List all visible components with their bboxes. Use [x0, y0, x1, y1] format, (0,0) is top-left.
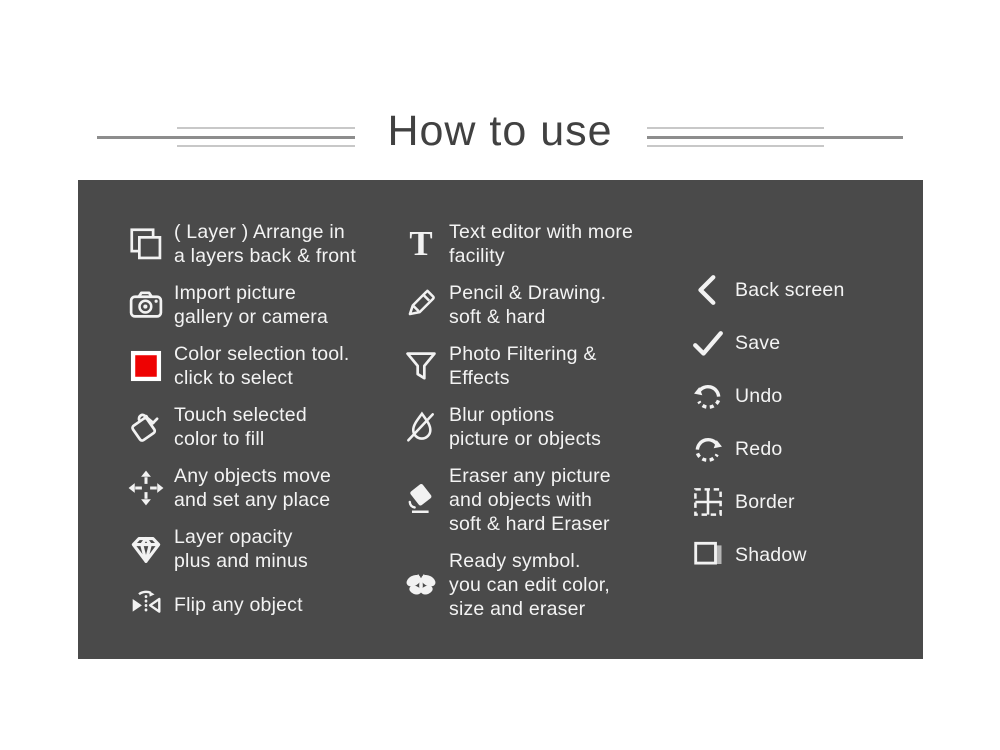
layers-icon	[127, 225, 165, 263]
rule-line	[177, 145, 355, 147]
feature-label: Pencil & Drawing.	[449, 282, 607, 304]
feature-label: Border	[735, 491, 795, 513]
feature-item-redo	[690, 431, 845, 467]
help-column-2	[402, 220, 633, 634]
feature-label: soft & hard Eraser	[449, 513, 610, 535]
feature-item-filter	[402, 342, 633, 390]
feature-item-color-select	[127, 342, 356, 390]
rule-line	[647, 145, 824, 147]
feature-item-blur	[402, 403, 633, 451]
feature-item-back	[690, 272, 845, 308]
save-check-icon	[690, 325, 726, 361]
feature-label: size and eraser	[449, 598, 586, 620]
feature-label: Layer opacity	[174, 526, 293, 548]
color-swatch-icon	[127, 347, 165, 385]
feature-label: Save	[735, 332, 781, 354]
feature-label: Blur options	[449, 404, 555, 426]
shadow-icon	[690, 537, 726, 573]
feature-item-pencil	[402, 281, 633, 329]
feature-label: Color selection tool.	[174, 343, 350, 365]
feature-label: picture or objects	[449, 428, 602, 450]
feature-item-save	[690, 325, 845, 361]
feature-label: gallery or camera	[174, 306, 329, 328]
feature-item-shadow	[690, 537, 845, 573]
feature-label: Effects	[449, 367, 510, 389]
feature-label: Shadow	[735, 544, 807, 566]
feature-label: Text editor with more	[449, 221, 634, 243]
feature-label: Flip any object	[174, 594, 303, 616]
redo-icon	[690, 431, 726, 467]
border-icon	[690, 484, 726, 520]
fill-icon	[127, 408, 165, 446]
title-rule-right	[647, 127, 903, 149]
feature-item-ready-symbol	[402, 549, 633, 621]
feature-item-fill	[127, 403, 356, 451]
feature-label: you can edit color,	[449, 574, 610, 596]
feature-item-text-editor	[402, 220, 633, 268]
feature-label: Any objects move	[174, 465, 332, 487]
rule-line	[647, 136, 903, 139]
back-icon	[690, 272, 726, 308]
feature-item-border	[690, 484, 845, 520]
move-icon	[127, 469, 165, 507]
feature-label: and objects with	[449, 489, 593, 511]
feature-item-move	[127, 464, 356, 512]
filter-icon	[402, 347, 440, 385]
feature-label: Import picture	[174, 282, 297, 304]
feature-item-eraser	[402, 464, 633, 536]
opacity-diamond-icon	[127, 530, 165, 568]
help-column-1	[127, 220, 356, 637]
feature-label: Eraser any picture	[449, 465, 611, 487]
feature-label: Touch selected	[174, 404, 307, 426]
feature-item-layers	[127, 220, 356, 268]
feature-item-undo	[690, 378, 845, 414]
undo-icon	[690, 378, 726, 414]
feature-label: Undo	[735, 385, 783, 407]
flip-icon	[127, 586, 165, 624]
rule-line	[177, 127, 355, 129]
page-title: How to use	[387, 107, 613, 155]
help-column-3	[690, 272, 845, 590]
rule-line	[647, 127, 824, 129]
butterfly-icon	[402, 566, 440, 604]
rule-line	[97, 136, 355, 139]
feature-label: a layers back & front	[174, 245, 356, 267]
help-panel	[78, 180, 923, 659]
feature-item-flip	[127, 586, 356, 624]
feature-label: ( Layer ) Arrange in	[174, 221, 345, 243]
eraser-icon	[402, 481, 440, 519]
title-rule-left	[97, 127, 355, 149]
feature-item-opacity	[127, 525, 356, 573]
feature-item-import	[127, 281, 356, 329]
feature-label: click to select	[174, 367, 293, 389]
feature-label: and set any place	[174, 489, 331, 511]
feature-label: facility	[449, 245, 505, 267]
feature-label: color to fill	[174, 428, 265, 450]
feature-label: soft & hard	[449, 306, 546, 328]
feature-label: Back screen	[735, 279, 845, 301]
blur-icon	[402, 408, 440, 446]
camera-icon	[127, 286, 165, 324]
feature-label: Ready symbol.	[449, 550, 581, 572]
feature-label: Redo	[735, 438, 783, 460]
feature-label: Photo Filtering &	[449, 343, 597, 365]
feature-label: plus and minus	[174, 550, 308, 572]
pencil-icon	[402, 286, 440, 324]
text-icon	[402, 225, 440, 263]
